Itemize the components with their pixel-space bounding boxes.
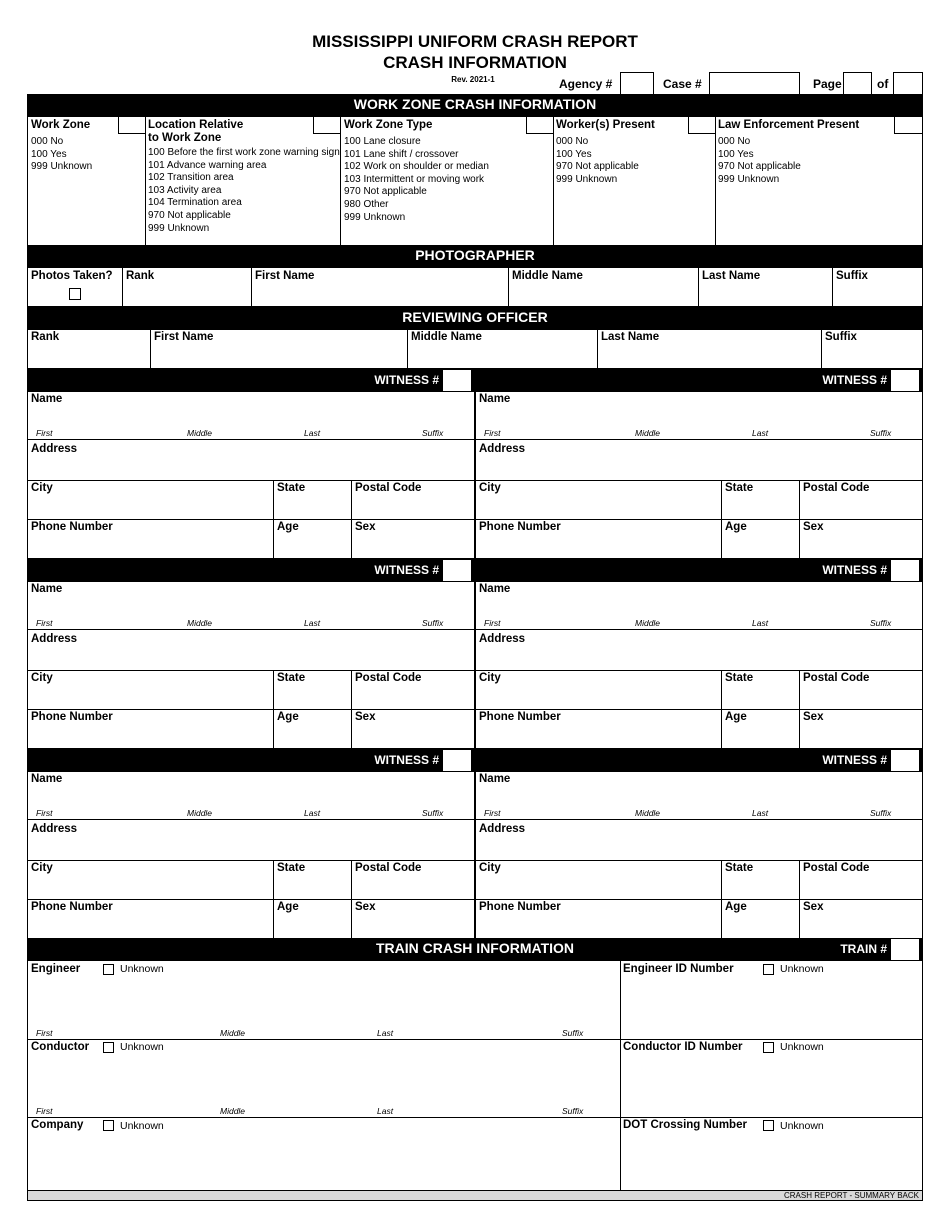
witness-suffix-caption: Suffix <box>422 428 444 438</box>
witness-sex-label: Sex <box>355 711 376 723</box>
witness-middle-caption: Middle <box>187 618 213 628</box>
witness-postal-code-label: Postal Code <box>355 862 422 874</box>
engineer-unknown-label: Unknown <box>120 963 164 975</box>
workers-present-code-input[interactable] <box>688 116 716 134</box>
witness-header <box>475 749 923 771</box>
witness-sex-label: Sex <box>803 901 824 913</box>
witness-first-caption: First <box>484 428 501 438</box>
witness-postal-code-label: Postal Code <box>803 672 870 684</box>
witness-name-label: Name <box>31 773 63 785</box>
work-zone-type-options: 100 Lane closure 101 Lane shift / crossover 102 Work on shoulder or median 103 Intermittent or moving work 970 Not applicable 980 Other 999 Unknown <box>344 136 489 223</box>
witness-header <box>475 369 923 391</box>
workers-present-label: Worker(s) Present <box>556 119 655 131</box>
witness-last-caption: Last <box>752 808 769 818</box>
of-label: of <box>877 77 889 91</box>
witness-sex-label: Sex <box>355 521 376 533</box>
conductor-id-label: Conductor ID Number <box>623 1041 743 1053</box>
witness-city-label: City <box>479 482 501 494</box>
train-section-header <box>27 938 923 960</box>
company-unknown-label: Unknown <box>120 1120 164 1132</box>
conductor-suffix-caption: Suffix <box>562 1106 584 1116</box>
engineer-first-caption: First <box>36 1028 53 1038</box>
reviewing-officer-title: REVIEWING OFFICER <box>402 309 548 325</box>
witness-suffix-caption: Suffix <box>870 618 892 628</box>
witness-age-label: Age <box>277 711 299 723</box>
work-zone-type-code-input[interactable] <box>526 116 554 134</box>
officer-first-name-label: First Name <box>154 331 214 343</box>
photographer-first-name-label: First Name <box>255 270 315 282</box>
witness-middle-caption: Middle <box>635 808 661 818</box>
photographer-section-header <box>27 245 923 267</box>
witness-number-label: WITNESS # <box>822 373 887 387</box>
witness-state-label: State <box>277 482 306 494</box>
law-enforcement-options: 000 No 100 Yes 970 Not applicable 999 Unknown <box>718 136 801 185</box>
witness-address-label: Address <box>479 633 526 645</box>
witness-age-label: Age <box>277 521 299 533</box>
witness-middle-caption: Middle <box>187 428 213 438</box>
officer-last-name-label: Last Name <box>601 331 660 343</box>
witness-name-label: Name <box>31 393 63 405</box>
witness-first-caption: First <box>36 808 53 818</box>
work-zone-options: 000 No 100 Yes 999 Unknown <box>31 136 93 173</box>
witness-address-label: Address <box>31 823 78 835</box>
witness-number-input[interactable] <box>443 750 471 771</box>
witness-first-caption: First <box>484 808 501 818</box>
witness-name-label: Name <box>479 583 511 595</box>
witness-address-label: Address <box>31 443 78 455</box>
train-section <box>27 960 923 1191</box>
engineer-label: Engineer <box>31 963 81 975</box>
witness-phone-label: Phone Number <box>479 521 561 533</box>
conductor-last-caption: Last <box>377 1106 394 1116</box>
dot-crossing-unknown-label: Unknown <box>780 1120 824 1132</box>
witness-address-label: Address <box>31 633 78 645</box>
law-enforcement-label: Law Enforcement Present <box>718 119 860 131</box>
train-number-label: TRAIN # <box>840 942 887 956</box>
witness-age-label: Age <box>725 901 747 913</box>
witness-state-label: State <box>725 482 754 494</box>
witness-name-label: Name <box>479 393 511 405</box>
engineer-suffix-caption: Suffix <box>562 1028 584 1038</box>
photographer-suffix-label: Suffix <box>836 270 868 282</box>
witness-postal-code-label: Postal Code <box>803 482 870 494</box>
agency-label: Agency # <box>559 77 613 91</box>
witness-last-caption: Last <box>304 808 321 818</box>
witness-middle-caption: Middle <box>187 808 213 818</box>
form-title: MISSISSIPPI UNIFORM CRASH REPORT <box>312 32 638 51</box>
witness-suffix-caption: Suffix <box>870 808 892 818</box>
photographer-section <box>27 267 923 307</box>
witness-phone-label: Phone Number <box>479 711 561 723</box>
conductor-label: Conductor <box>31 1041 90 1053</box>
witness-header <box>27 559 475 581</box>
witness-middle-caption: Middle <box>635 618 661 628</box>
conductor-id-unknown-label: Unknown <box>780 1041 824 1053</box>
engineer-middle-caption: Middle <box>220 1028 246 1038</box>
witness-first-caption: First <box>484 618 501 628</box>
witness-address-label: Address <box>479 823 526 835</box>
reviewing-officer-section-header <box>27 307 923 329</box>
photographer-rank-label: Rank <box>126 270 155 282</box>
witness-sex-label: Sex <box>803 711 824 723</box>
witness-first-caption: First <box>36 618 53 628</box>
witness-first-caption: First <box>36 428 53 438</box>
witness-age-label: Age <box>725 521 747 533</box>
witness-name-label: Name <box>31 583 63 595</box>
witness-number-input[interactable] <box>443 560 471 581</box>
witness-number-label: WITNESS # <box>822 753 887 767</box>
agency-input[interactable] <box>620 72 654 94</box>
witness-phone-label: Phone Number <box>31 711 113 723</box>
dot-crossing-unknown-checkbox[interactable] <box>763 1120 774 1131</box>
witness-state-label: State <box>725 672 754 684</box>
conductor-first-caption: First <box>36 1106 53 1116</box>
conductor-unknown-label: Unknown <box>120 1041 164 1053</box>
train-number-input[interactable] <box>891 939 919 960</box>
photographer-middle-name-label: Middle Name <box>512 270 583 282</box>
footer-bar <box>27 1190 923 1201</box>
location-relative-code-input[interactable] <box>313 116 341 134</box>
witness-last-caption: Last <box>304 428 321 438</box>
engineer-id-unknown-label: Unknown <box>780 963 824 975</box>
work-zone-code-input[interactable] <box>118 116 146 134</box>
photos-taken-label: Photos Taken? <box>31 270 113 282</box>
conductor-middle-caption: Middle <box>220 1106 246 1116</box>
witness-sex-label: Sex <box>355 901 376 913</box>
page-total-input[interactable] <box>893 72 923 94</box>
dot-crossing-label: DOT Crossing Number <box>623 1119 747 1131</box>
witness-number-label: WITNESS # <box>374 373 439 387</box>
engineer-id-unknown-checkbox[interactable] <box>763 964 774 975</box>
page-input[interactable] <box>843 72 872 94</box>
officer-middle-name-label: Middle Name <box>411 331 482 343</box>
footer-label: CRASH REPORT - SUMMARY BACK <box>784 1191 919 1200</box>
work-zone-title: WORK ZONE CRASH INFORMATION <box>353 96 597 112</box>
witness-city-label: City <box>479 672 501 684</box>
witness-city-label: City <box>31 862 53 874</box>
witness-city-label: City <box>479 862 501 874</box>
company-unknown-checkbox[interactable] <box>103 1120 114 1131</box>
witness-city-label: City <box>31 672 53 684</box>
revision-label: Rev. 2021-1 <box>451 75 495 84</box>
officer-rank-label: Rank <box>31 331 60 343</box>
case-input[interactable] <box>709 72 800 94</box>
work-zone-type-label: Work Zone Type <box>344 119 433 131</box>
case-label: Case # <box>663 77 702 91</box>
witness-postal-code-label: Postal Code <box>803 862 870 874</box>
conductor-id-unknown-checkbox[interactable] <box>763 1042 774 1053</box>
witness-suffix-caption: Suffix <box>422 618 444 628</box>
witness-state-label: State <box>277 672 306 684</box>
engineer-id-label: Engineer ID Number <box>623 963 734 975</box>
witness-phone-label: Phone Number <box>31 901 113 913</box>
witness-number-label: WITNESS # <box>374 753 439 767</box>
form-subtitle: CRASH INFORMATION <box>383 53 567 72</box>
witness-number-label: WITNESS # <box>374 563 439 577</box>
work-zone-section-header <box>27 94 923 116</box>
witness-number-input[interactable] <box>443 370 471 391</box>
work-zone-label: Work Zone <box>31 119 91 131</box>
witness-header <box>475 559 923 581</box>
witness-last-caption: Last <box>304 618 321 628</box>
train-title: TRAIN CRASH INFORMATION <box>375 940 575 956</box>
witness-last-caption: Last <box>752 428 769 438</box>
witness-header <box>27 749 475 771</box>
photographer-last-name-label: Last Name <box>702 270 761 282</box>
witness-city-label: City <box>31 482 53 494</box>
witness-state-label: State <box>725 862 754 874</box>
photos-taken-checkbox[interactable] <box>69 288 81 300</box>
witness-name-label: Name <box>479 773 511 785</box>
officer-suffix-label: Suffix <box>825 331 857 343</box>
engineer-unknown-checkbox[interactable] <box>103 964 114 975</box>
witness-age-label: Age <box>725 711 747 723</box>
witness-state-label: State <box>277 862 306 874</box>
engineer-last-caption: Last <box>377 1028 394 1038</box>
witness-number-input[interactable] <box>891 370 919 391</box>
location-relative-options: 100 Before the first work zone warning sign 101 Advance warning area 102 Transition area 103 Activity area 104 Termination area 970 Not applicable 999 Unknown <box>148 147 340 234</box>
witness-address-label: Address <box>479 443 526 455</box>
witness-phone-label: Phone Number <box>31 521 113 533</box>
location-relative-label: Location Relative to Work Zone <box>148 119 244 144</box>
page-label: Page <box>813 77 842 91</box>
witness-number-input[interactable] <box>891 750 919 771</box>
conductor-unknown-checkbox[interactable] <box>103 1042 114 1053</box>
witness-middle-caption: Middle <box>635 428 661 438</box>
witness-suffix-caption: Suffix <box>422 808 444 818</box>
company-label: Company <box>31 1119 84 1131</box>
witness-postal-code-label: Postal Code <box>355 672 422 684</box>
witness-suffix-caption: Suffix <box>870 428 892 438</box>
witness-sex-label: Sex <box>803 521 824 533</box>
witness-number-input[interactable] <box>891 560 919 581</box>
witness-postal-code-label: Postal Code <box>355 482 422 494</box>
witness-last-caption: Last <box>752 618 769 628</box>
law-enforcement-code-input[interactable] <box>894 116 923 134</box>
witness-header <box>27 369 475 391</box>
workers-present-options: 000 No 100 Yes 970 Not applicable 999 Unknown <box>556 136 639 185</box>
witness-phone-label: Phone Number <box>479 901 561 913</box>
photographer-title: PHOTOGRAPHER <box>415 247 535 263</box>
witness-number-label: WITNESS # <box>822 563 887 577</box>
witness-age-label: Age <box>277 901 299 913</box>
